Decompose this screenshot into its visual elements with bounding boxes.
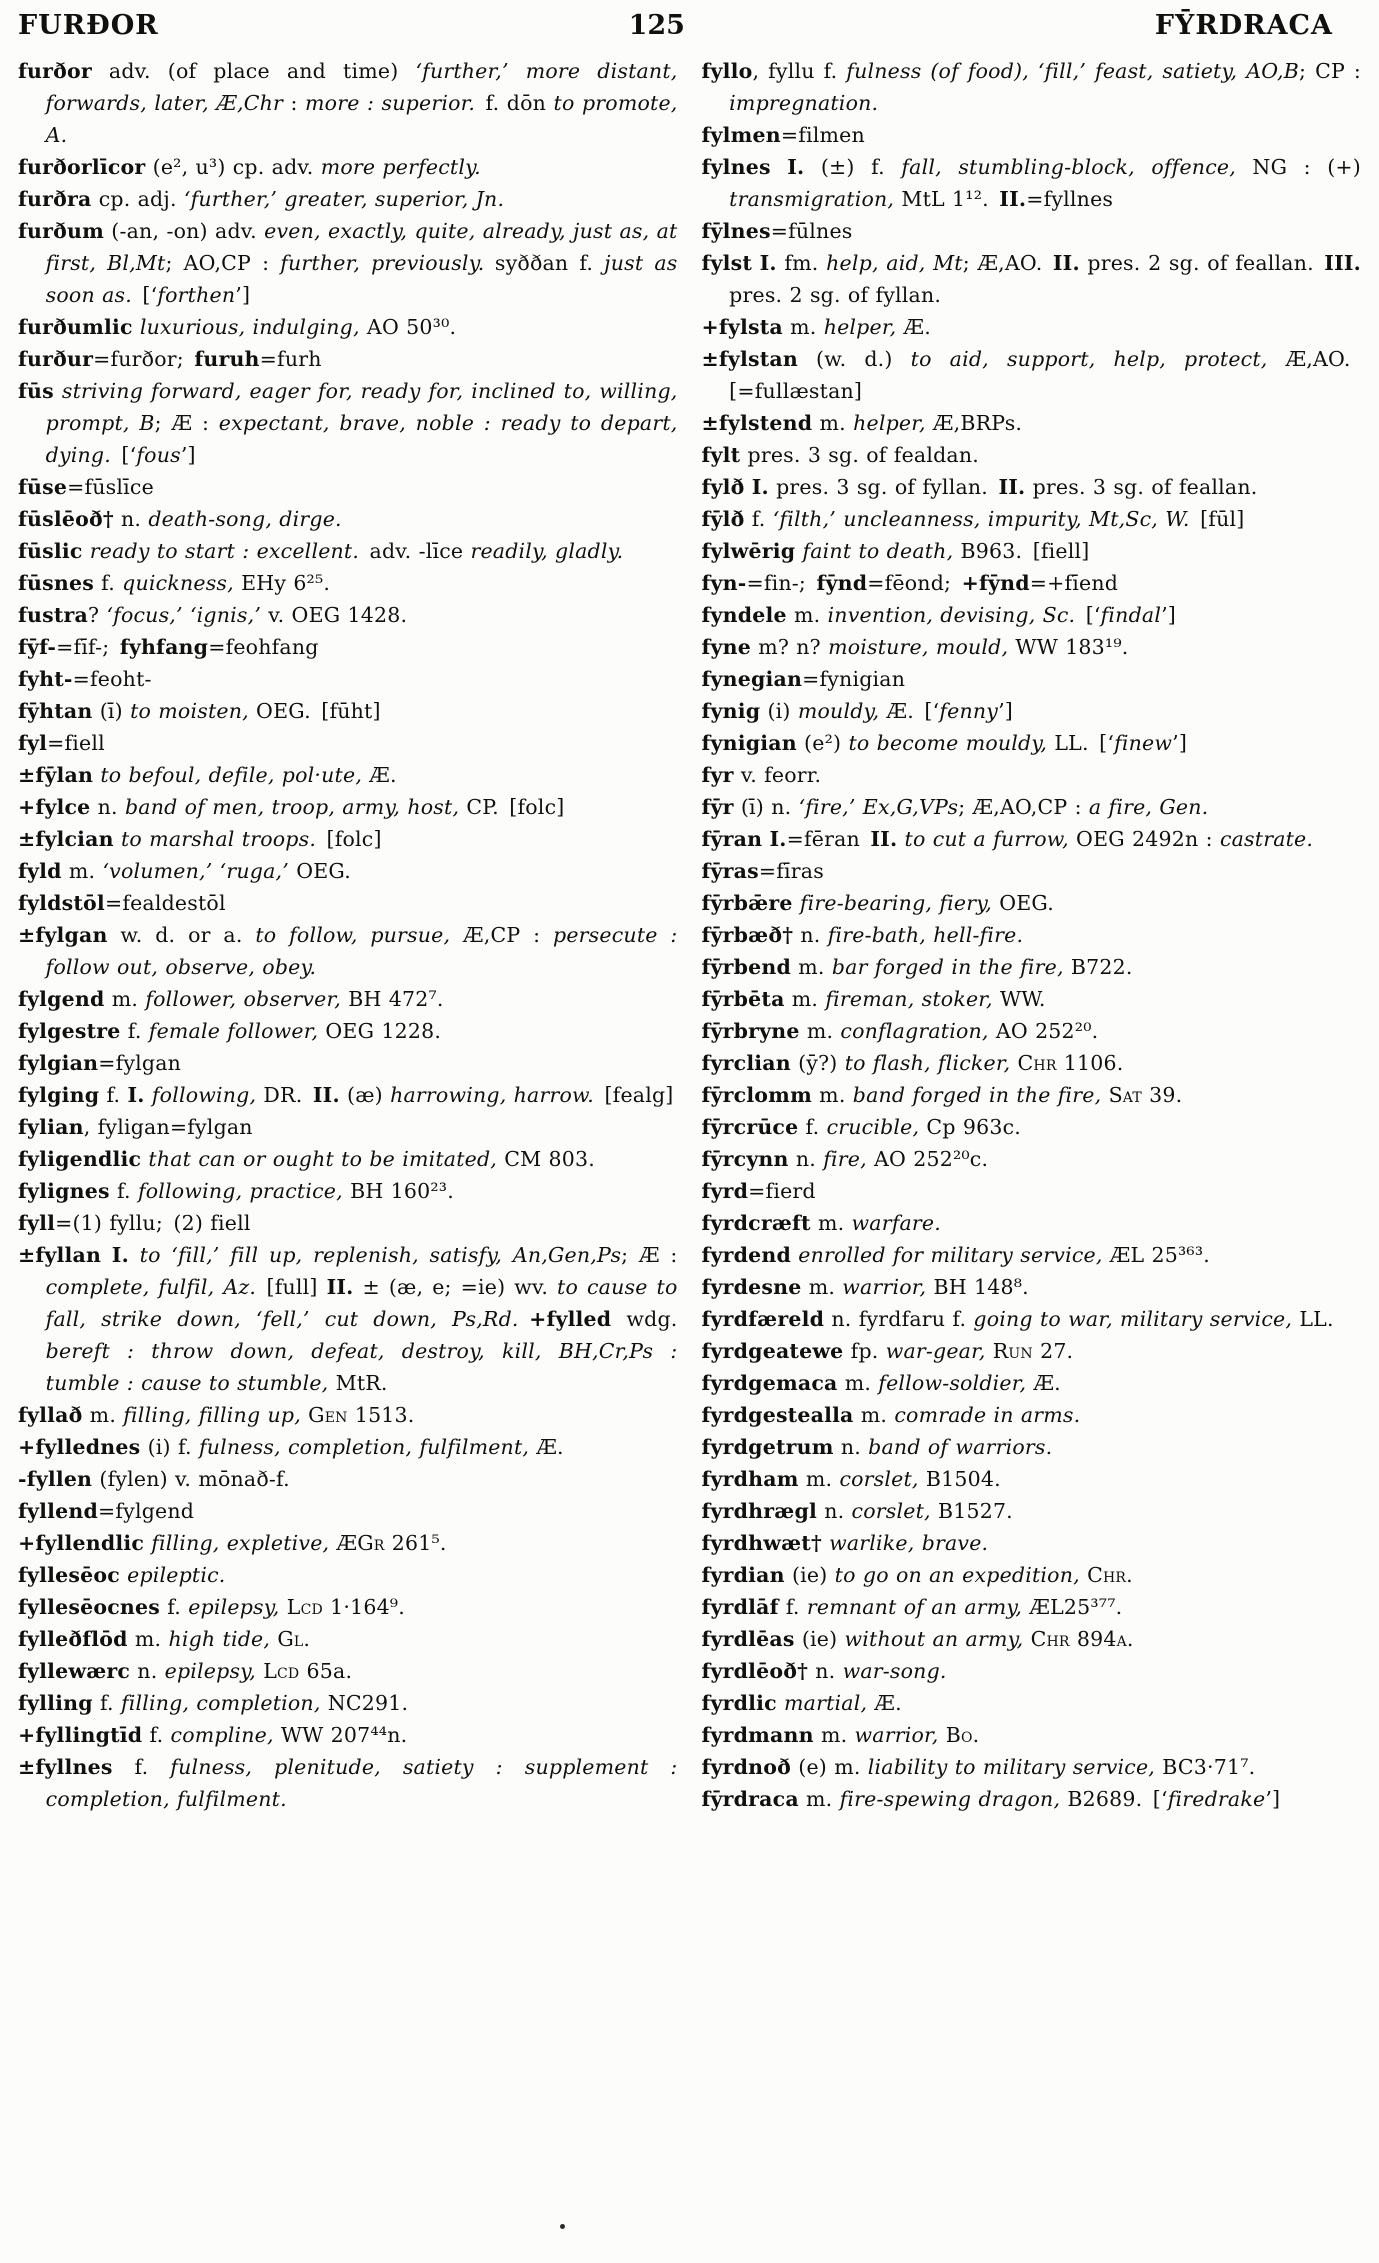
- dictionary-entry: furðum (-an, -on) adv. even, exactly, quite, already, just as, at first, Bl,Mt; AO,CP : further, previously. syððan f. just as soon as. [‘forthen’]: [18, 219, 678, 307]
- dictionary-entry: +fyllendlic filling, expletive, ÆGr 261⁵.: [18, 1531, 447, 1555]
- dictionary-entry: fylging f. I. following, DR. II. (æ) harrowing, harrow. [fealg]: [18, 1083, 674, 1107]
- dictionary-entry: fynigian (e²) to become mouldy, LL. [‘finew’]: [701, 731, 1188, 755]
- dictionary-entry: fȳrclomm m. band forged in the fire, Sat 39.: [701, 1083, 1183, 1107]
- dictionary-entry: ±fȳlan to befoul, defile, pol·ute, Æ.: [18, 763, 397, 787]
- dictionary-entry: fyrd=fierd: [701, 1179, 816, 1203]
- dictionary-entry: fylwērig faint to death, B963. [fiell]: [701, 539, 1090, 563]
- running-head-left-word: FURÐOR: [18, 10, 159, 41]
- dictionary-entry: fȳrbǣre fire-bearing, fiery, OEG.: [701, 891, 1054, 915]
- dictionary-entry: fȳr (ī) n. ‘fire,’ Ex,G,VPs; Æ,AO,CP : a fire, Gen.: [701, 795, 1209, 819]
- dictionary-entry: fyllesēocnes f. epilepsy, Lcd 1·164⁹.: [18, 1595, 405, 1619]
- dictionary-entry: fūs striving forward, eager for, ready for, inclined to, willing, prompt, B; Æ : expectant, brave, noble : ready to depart, dying. [‘fous’]: [18, 379, 678, 467]
- dictionary-entry: furðra cp. adj. ‘further,’ greater, superior, Jn.: [18, 187, 505, 211]
- dictionary-entry: fyrdlēas (ie) without an army, Chr 894a.: [701, 1627, 1134, 1651]
- dictionary-entry: fyrdgetrum n. band of warriors.: [701, 1435, 1053, 1459]
- dictionary-entry: fyrdmann m. warrior, Bo.: [701, 1723, 980, 1747]
- dictionary-entry: fūslic ready to start : excellent. adv. -līce readily, gladly.: [18, 539, 624, 563]
- dictionary-entry: fylst I. fm. help, aid, Mt; Æ,AO. II. pres. 2 sg. of feallan. III. pres. 2 sg. of fyllan.: [701, 251, 1361, 307]
- dictionary-entry: furður=furðor; furuh=furh: [18, 347, 322, 371]
- dictionary-entry: fyrdfæreld n. fyrdfaru f. going to war, military service, LL.: [701, 1307, 1334, 1331]
- dictionary-entry: fyllewærc n. epilepsy, Lcd 65a.: [18, 1659, 353, 1683]
- dictionary-entry: fyndele m. invention, devising, Sc. [‘findal’]: [701, 603, 1177, 627]
- column-right: [702, 55, 1362, 1815]
- dictionary-entry: fynig (i) mouldy, Æ. [‘fenny’]: [701, 699, 1013, 723]
- dictionary-entry: fȳrbæð† n. fire-bath, hell-fire.: [701, 923, 1024, 947]
- dictionary-entry: fyrdgemaca m. fellow-soldier, Æ.: [701, 1371, 1061, 1395]
- page-number: 125: [628, 10, 685, 41]
- dictionary-entry: fyl=fiell: [18, 731, 105, 755]
- dictionary-entry: fyrdend enrolled for military service, ÆL 25³⁶³.: [701, 1243, 1210, 1267]
- dictionary-entry: fylgestre f. female follower, OEG 1228.: [18, 1019, 442, 1043]
- dictionary-entry: fyrdnoð (e) m. liability to military service, BC3·71⁷.: [701, 1755, 1256, 1779]
- scan-speck: [560, 2224, 565, 2229]
- dictionary-entry: fyrdlāf f. remnant of an army, ÆL25³⁷⁷.: [701, 1595, 1123, 1619]
- dictionary-entry: fyldstōl=fealdestōl: [18, 891, 226, 915]
- dictionary-entry: fylnes I. (±) f. fall, stumbling-block, offence, NG : (+) transmigration, MtL 1¹². II.=fyllnes: [701, 155, 1362, 211]
- dictionary-entry: fȳrbryne m. conflagration, AO 252²⁰.: [701, 1019, 1099, 1043]
- dictionary-entry: fyllað m. filling, filling up, Gen 1513.: [18, 1403, 415, 1427]
- dictionary-entry: ±fylgan w. d. or a. to follow, pursue, Æ,CP : persecute : follow out, observe, obey.: [18, 923, 678, 979]
- dictionary-entry: fyn-=fin-; fȳnd=fēond; +fȳnd=+fīend: [701, 571, 1119, 595]
- dictionary-entry: fȳhtan (ī) to moisten, OEG. [fūht]: [18, 699, 381, 723]
- dictionary-entry: fylignes f. following, practice, BH 160²³.: [18, 1179, 454, 1203]
- dictionary-entry: +fyllednes (i) f. fulness, completion, fulfilment, Æ.: [18, 1435, 564, 1459]
- dictionary-entry: fylgend m. follower, observer, BH 472⁷.: [18, 987, 444, 1011]
- dictionary-entry: fyrdhwæt† warlike, brave.: [701, 1531, 989, 1555]
- dictionary-entry: fylling f. filling, completion, NC291.: [18, 1691, 409, 1715]
- dictionary-entry: fyht-=feoht-: [18, 667, 152, 691]
- dictionary-entry: fyrdgestealla m. comrade in arms.: [701, 1403, 1081, 1427]
- dictionary-entry: fȳrdraca m. fire-spewing dragon, B2689. [‘firedrake’]: [701, 1787, 1281, 1811]
- dictionary-entry: fyrdcræft m. warfare.: [701, 1211, 941, 1235]
- dictionary-entry: fyrdlic martial, Æ.: [701, 1691, 902, 1715]
- dictionary-entry: fynegian=fynigian: [701, 667, 906, 691]
- dictionary-entry: fyrdian (ie) to go on an expedition, Chr.: [701, 1563, 1133, 1587]
- dictionary-entry: fyrdesne m. warrior, BH 148⁸.: [701, 1275, 1029, 1299]
- dictionary-entry: -fyllen (fylen) v. mōnað-f.: [18, 1467, 290, 1491]
- dictionary-entry: fūse=fūslīce: [18, 475, 154, 499]
- dictionary-entry: fȳlð f. ‘filth,’ uncleanness, impurity, Mt,Sc, W. [fūl]: [701, 507, 1245, 531]
- dictionary-entry: furðumlic luxurious, indulging, AO 50³⁰.: [18, 315, 457, 339]
- dictionary-entry: fȳras=fīras: [701, 859, 824, 883]
- dictionary-entry: fūslēoð† n. death-song, dirge.: [18, 507, 342, 531]
- dictionary-entry: fȳlnes=fūlnes: [701, 219, 853, 243]
- text-columns: [18, 55, 1361, 1815]
- dictionary-entry: ±fylstan (w. d.) to aid, support, help, protect, Æ,AO. [=fullæstan]: [701, 347, 1361, 403]
- dictionary-entry: +fylsta m. helper, Æ.: [701, 315, 931, 339]
- dictionary-entry: fyligendlic that can or ought to be imitated, CM 803.: [18, 1147, 595, 1171]
- dictionary-entry: fūsnes f. quickness, EHy 6²⁵.: [18, 571, 331, 595]
- dictionary-entry: ±fylcian to marshal troops. [folc]: [18, 827, 382, 851]
- dictionary-entry: ±fyllnes f. fulness, plenitude, satiety : supplement : completion, fulfilment.: [18, 1755, 678, 1811]
- dictionary-entry: furðorlīcor (e², u³) cp. adv. more perfectly.: [18, 155, 481, 179]
- dictionary-entry: fylian, fyligan=fylgan: [18, 1115, 253, 1139]
- dictionary-entry: fȳrbēta m. fireman, stoker, WW.: [701, 987, 1046, 1011]
- running-head: [18, 10, 1361, 41]
- dictionary-entry: ±fyllan I. to ‘fill,’ fill up, replenish, satisfy, An,Gen,Ps; Æ : complete, fulfil, Az. [full] II. ± (æ, e; =ie) wv. to cause to fall, strike down, ‘fell,’ cut down, Ps,Rd. +fylled wdg. bereft : throw down, defeat, destroy, kill, BH,Cr,Ps : tumble : cause to stumble, MtR.: [18, 1243, 678, 1395]
- dictionary-entry: fustra? ‘focus,’ ‘ignis,’ v. OEG 1428.: [18, 603, 408, 627]
- dictionary-entry: fyrdlēoð† n. war-song.: [701, 1659, 947, 1683]
- dictionary-entry: furðor adv. (of place and time) ‘further,’ more distant, forwards, later, Æ,Chr : more : superior. f. dōn to promote, A.: [18, 59, 678, 147]
- dictionary-entry: fyld m. ‘volumen,’ ‘ruga,’ OEG.: [18, 859, 351, 883]
- running-head-right-word: FȲRDRACA: [1154, 10, 1333, 41]
- dictionary-entry: ±fylstend m. helper, Æ,BRPs.: [701, 411, 1023, 435]
- dictionary-entry: fyrclian (ȳ?) to flash, flicker, Chr 1106.: [701, 1051, 1124, 1075]
- dictionary-entry: fyr v. feorr.: [701, 763, 822, 787]
- dictionary-entry: fylt pres. 3 sg. of fealdan.: [701, 443, 979, 467]
- dictionary-entry: fyll=(1) fyllu; (2) fiell: [18, 1211, 251, 1235]
- dictionary-entry: fyllend=fylgend: [18, 1499, 195, 1523]
- dictionary-entry: fyrdham m. corslet, B1504.: [701, 1467, 1001, 1491]
- dictionary-entry: fylleðflōd m. high tide, Gl.: [18, 1627, 311, 1651]
- column-left: [18, 55, 678, 1815]
- dictionary-entry: fyllesēoc epileptic.: [18, 1563, 226, 1587]
- dictionary-entry: fyrdgeatewe fp. war-gear, Run 27.: [701, 1339, 1074, 1363]
- dictionary-entry: fȳrcrūce f. crucible, Cp 963c.: [701, 1115, 1021, 1139]
- dictionary-entry: fȳf-=fīf-; fyhfang=feohfang: [18, 635, 319, 659]
- dictionary-entry: +fyllingtīd f. compline, WW 207⁴⁴n.: [18, 1723, 408, 1747]
- dictionary-entry: fyrdhrægl n. corslet, B1527.: [701, 1499, 1013, 1523]
- dictionary-entry: fylmen=filmen: [701, 123, 865, 147]
- dictionary-entry: fȳrcynn n. fire, AO 252²⁰c.: [701, 1147, 989, 1171]
- dictionary-entry: fȳran I.=fēran II. to cut a furrow, OEG 2492n : castrate.: [701, 827, 1314, 851]
- dictionary-entry: fyne m? n? moisture, mould, WW 183¹⁹.: [701, 635, 1129, 659]
- dictionary-entry: fylð I. pres. 3 sg. of fyllan. II. pres. 3 sg. of feallan.: [701, 475, 1258, 499]
- dictionary-entry: fylgian=fylgan: [18, 1051, 182, 1075]
- dictionary-entry: fȳrbend m. bar forged in the fire, B722.: [701, 955, 1133, 979]
- dictionary-entry: fyllo, fyllu f. fulness (of food), ‘fill,’ feast, satiety, AO,B; CP : impregnation.: [701, 59, 1361, 115]
- dictionary-entry: +fylce n. band of men, troop, army, host, CP. [folc]: [18, 795, 565, 819]
